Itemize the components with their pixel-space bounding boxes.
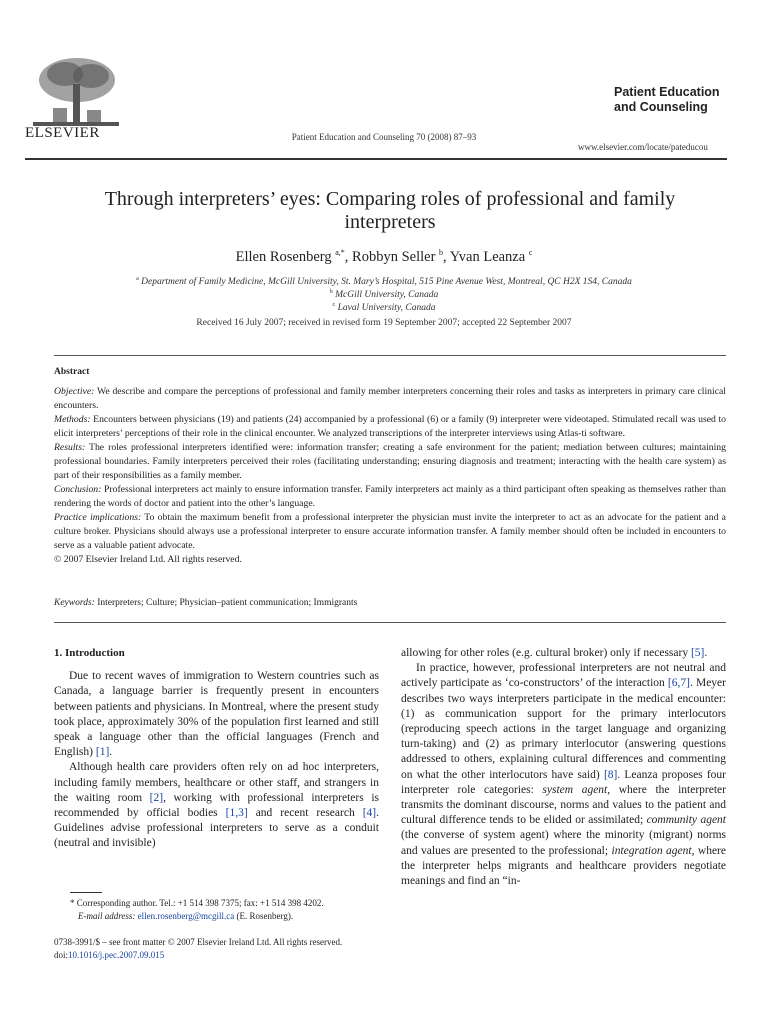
keywords-label: Keywords: bbox=[54, 598, 95, 608]
text-run: Although health care providers often rely on ad hoc interpreters, including family members, healthcare or other staff, and strangers in the waiting room bbox=[54, 761, 379, 804]
term-italic: integration agent, bbox=[611, 844, 695, 857]
article-title: Through interpreters’ eyes: Comparing roles of professional and family interpreters bbox=[104, 188, 676, 233]
brand-line-2: and Counseling bbox=[614, 100, 708, 114]
citation-link[interactable]: [8] bbox=[603, 768, 618, 781]
author-name: Robbyn Seller bbox=[352, 248, 436, 265]
affiliation bbox=[0, 276, 768, 287]
footnote-corresponding: * Corresponding author. Tel.: +1 514 398 7375; fax: +1 514 398 4202. bbox=[70, 898, 324, 908]
right-paragraph-1 bbox=[401, 646, 726, 661]
journal-citation: Patient Education and Counseling 70 (2008) 87–93 bbox=[291, 132, 477, 142]
text-run: where the interpreter transmits the dominant discourse, norms and values to the patient and cultural difference tends to be elided or assimilated; bbox=[401, 783, 726, 827]
received-dates: Received 16 July 2007; received in revised form 19 September 2007; accepted 22 September 2007 bbox=[196, 318, 572, 328]
text-run: , working with professional interpreters is recommended by official bodies bbox=[54, 791, 379, 820]
abstract-body bbox=[54, 385, 726, 567]
author-mark[interactable]: c bbox=[528, 248, 533, 257]
abstract-text: We describe and compare the perceptions of professional and family member interpreters concerning their roles and tasks as interpreters in primary care clinical encounters. bbox=[54, 386, 726, 411]
text-run: . Leanza proposes four interpreter role categories: bbox=[401, 768, 726, 796]
intro-paragraph-2 bbox=[54, 760, 379, 851]
author-name: Ellen Rosenberg bbox=[235, 248, 332, 265]
affiliation bbox=[0, 289, 768, 300]
footnote-rule bbox=[70, 892, 102, 893]
author-mark[interactable]: a,* bbox=[335, 248, 345, 257]
front-matter-line: 0738-3991/$ – see front matter © 2007 Elsevier Ireland Ltd. All rights reserved. bbox=[54, 937, 343, 947]
citation-link[interactable]: [1] bbox=[95, 746, 110, 759]
footnote bbox=[70, 897, 400, 923]
text-run: . bbox=[704, 647, 708, 659]
section-heading: 1. Introduction bbox=[54, 647, 125, 659]
abstract-heading: Abstract bbox=[54, 367, 90, 377]
publisher-name: ELSEVIER bbox=[25, 125, 100, 141]
right-paragraph-2 bbox=[401, 661, 726, 889]
intro-paragraph-1 bbox=[54, 669, 379, 760]
abstract-practice bbox=[54, 511, 726, 553]
header-rule bbox=[25, 158, 727, 160]
bottom-matter bbox=[54, 936, 342, 962]
abstract-text: Encounters between physicians (19) and patients (24) accompanied by a professional (6) or a family (9) interpreter were videotaped. Stimulated recall was used to elicit interpreters’ perceptions of their role in the clinical encounter. We analyzed transcriptions of the interpreter interviews using Atlas-ti software. bbox=[54, 414, 727, 439]
doi-link[interactable]: 10.1016/j.pec.2007.09.015 bbox=[68, 950, 165, 960]
text-run: . Guidelines advise professional interpreters to serve as a conduit (neutral and invisible) bbox=[54, 807, 379, 850]
abstract-text: To obtain the maximum benefit from a professional interpreter the physician must invite the interpreter to act as an advocate for the patient and a culture broker. Physicians should always use a professional interpreter to ensure accurate information transfer. A family member should often be included in encounters to serve as a valuable patient advocate. bbox=[54, 512, 726, 551]
citation-link[interactable]: [4] bbox=[362, 807, 377, 820]
abstract-bottom-rule bbox=[54, 622, 726, 623]
keywords-text: Interpreters; Culture; Physician–patient communication; Immigrants bbox=[97, 598, 358, 608]
abstract-methods bbox=[54, 413, 726, 441]
citation-link[interactable]: [1,3] bbox=[225, 807, 248, 820]
abstract-objective bbox=[54, 385, 726, 413]
footnote-email bbox=[70, 910, 400, 923]
doi-prefix: doi: bbox=[54, 950, 69, 960]
abstract-label: Practice implications: bbox=[54, 512, 142, 523]
affiliation-text: Department of Family Medicine, McGill University, St. Mary’s Hospital, 515 Pine Avenue West, Montreal, QC H2X 1S4, Canada bbox=[141, 277, 632, 288]
term-italic: community agent bbox=[646, 814, 727, 827]
journal-brand bbox=[614, 85, 720, 115]
abstract-label: Results: bbox=[54, 442, 86, 453]
elsevier-tree-logo bbox=[25, 52, 125, 132]
brand-line-1: Patient Education bbox=[614, 85, 720, 99]
text-run: Due to recent waves of immigration to Western countries such as Canada, a language barrier is frequently present in encounters between patients and physicians. In Montreal, where the present study took place, approximately 30% of the population first learned and still speak a language other than the official languages (French and English) bbox=[54, 670, 379, 759]
abstract-text: The roles professional interpreters identified were: information transfer; creating a safe environment for the patient; mediation between cultures; maintaining professional boundaries. Family interpreters perceived their roles (facilitating understanding; ensuring diagnosis and treatment; interacting with the health care system) as part of their responsibilities as a family member. bbox=[54, 442, 726, 481]
affiliation-text: McGill University, Canada bbox=[335, 290, 439, 301]
abstract-top-rule bbox=[54, 355, 726, 356]
citation-link[interactable]: [5] bbox=[690, 647, 705, 659]
affiliation-mark: c bbox=[332, 302, 336, 308]
citation-link[interactable]: [2] bbox=[149, 791, 164, 804]
text-run: In practice, however, professional interpreters are not neutral and actively participate as ‘co-constructors’ of the interaction bbox=[401, 662, 726, 690]
body-left-column bbox=[54, 646, 379, 852]
affiliation-mark: b bbox=[329, 289, 333, 295]
text-run: and recent research bbox=[247, 807, 363, 820]
author-list: Ellen Rosenberg $^{a,*}$, Robbyn Seller $^b$, Yvan Leanza $^c$ bbox=[235, 248, 533, 265]
body-right-column bbox=[401, 646, 726, 889]
text-run: where the interpreter helps migrants and healthcare providers negotiate meanings and find an “in- bbox=[401, 844, 726, 888]
text-run: . Meyer describes two ways interpreters participate in the medical encounter: (1) as communication support for the primary interlocutors (reproducing speech actions in the target language and organizing turn-taking) and (2) as primary interlocutor (answering questions addressed to others, explaining cultural differences and commenting on what the other interlocutors have said) bbox=[401, 677, 726, 781]
citation-link[interactable]: [6,7] bbox=[667, 677, 690, 690]
text-run: allowing for other roles (e.g. cultural broker) only if necessary bbox=[401, 647, 691, 659]
email-link[interactable]: ellen.rosenberg@mcgill.ca bbox=[137, 911, 235, 921]
text-run: (the converse of system agent) where the minority (migrant) norms and values are presented to the professional; bbox=[401, 829, 726, 857]
affiliation-mark: a bbox=[136, 276, 139, 282]
abstract-conclusion bbox=[54, 483, 726, 511]
affiliation bbox=[0, 302, 768, 313]
term-italic: system agent, bbox=[542, 783, 611, 796]
abstract-label: Methods: bbox=[54, 414, 91, 425]
author-mark[interactable]: b bbox=[439, 248, 444, 257]
text-run: . bbox=[109, 746, 113, 759]
abstract-text: Professional interpreters act mainly to ensure information transfer. Family interpreters act mainly as a third participant often speaking as themselves rather than rendering the words of doctor and patient into the other’s language. bbox=[54, 484, 727, 509]
email-label: E-mail address: bbox=[78, 911, 136, 921]
affiliation-text: Laval University, Canada bbox=[337, 303, 436, 314]
abstract-results bbox=[54, 441, 726, 483]
doi-line bbox=[54, 949, 342, 962]
abstract-label: Conclusion: bbox=[54, 484, 102, 495]
abstract-copyright: © 2007 Elsevier Ireland Ltd. All rights reserved. bbox=[54, 554, 242, 565]
abstract-label: Objective: bbox=[54, 386, 95, 397]
keywords bbox=[54, 598, 726, 608]
email-suffix: (E. Rosenberg). bbox=[234, 911, 294, 921]
author-name: Yvan Leanza bbox=[449, 248, 526, 265]
journal-url[interactable]: www.elsevier.com/locate/pateducou bbox=[578, 142, 708, 152]
